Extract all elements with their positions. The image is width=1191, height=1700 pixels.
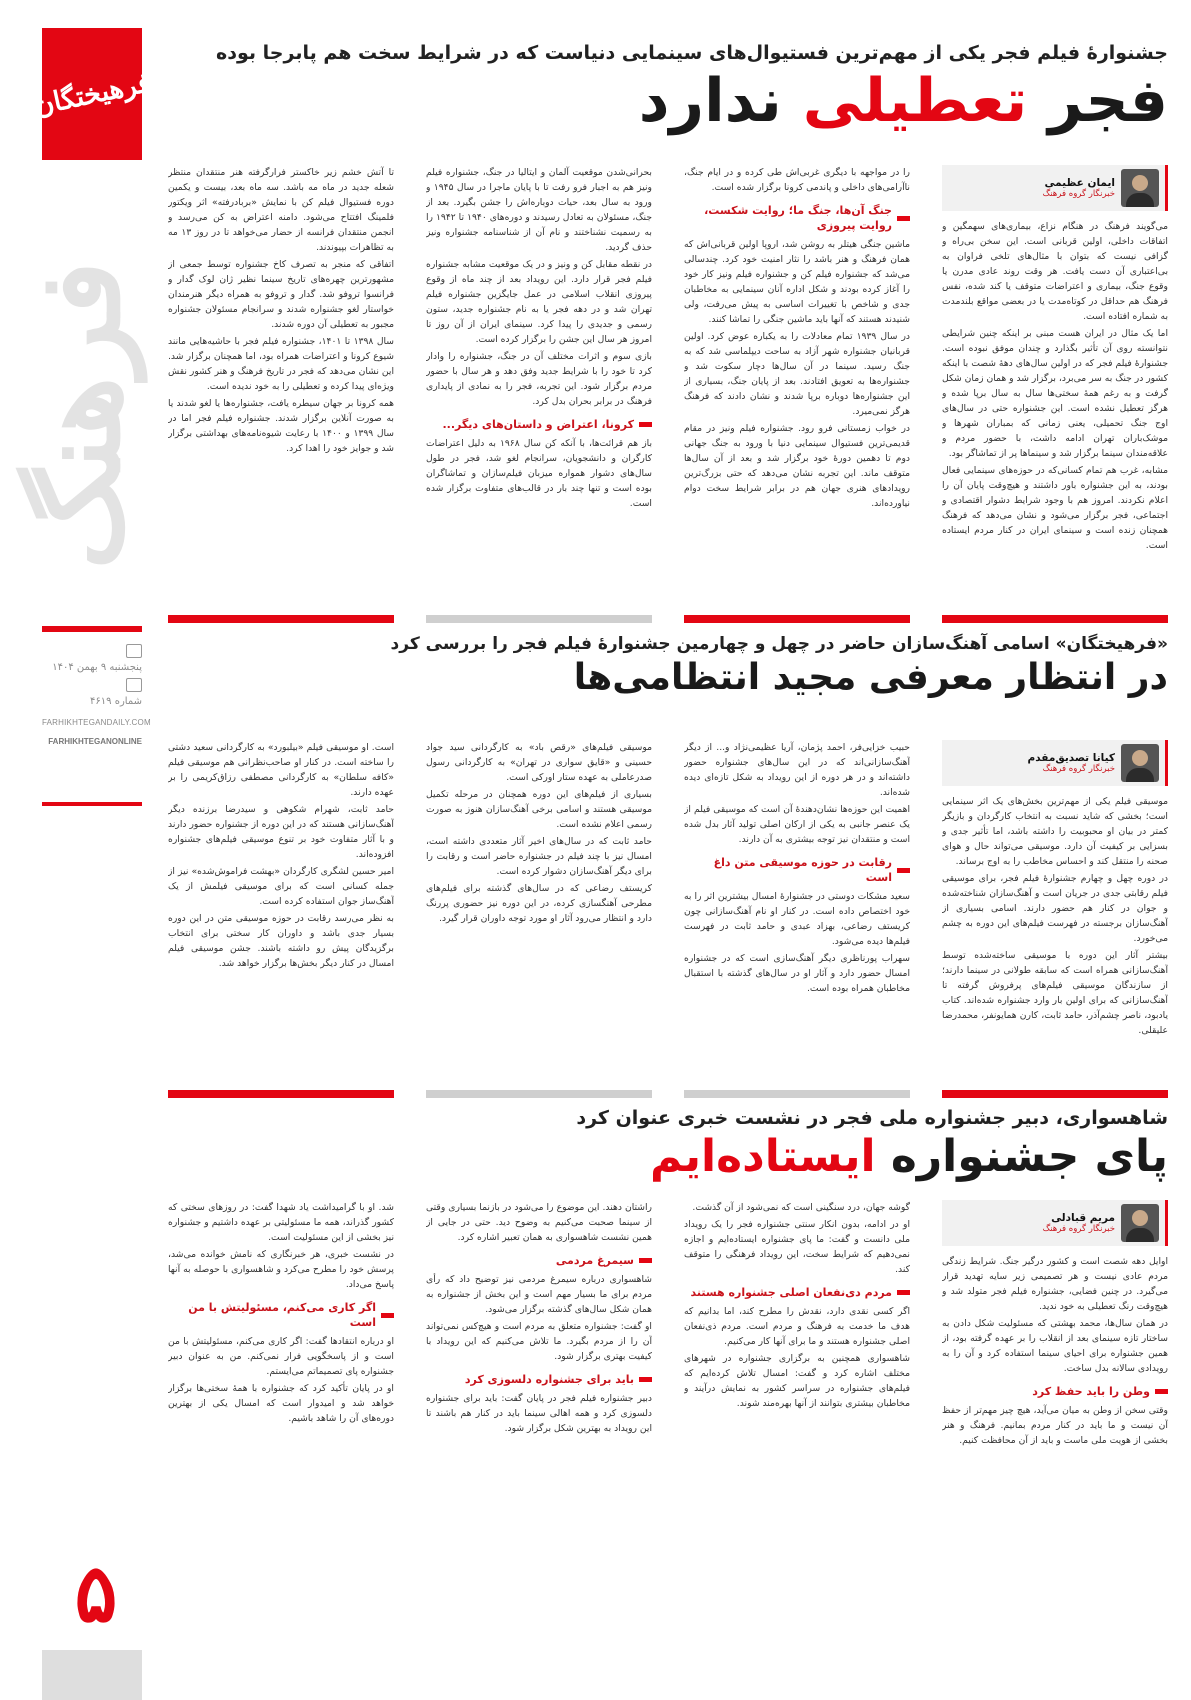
article3-subhead-1 [942,1384,1168,1399]
subhead-text: سیمرغ مردمی [555,1254,634,1267]
paragraph: بحرانی‌شدن موقعیت آلمان و ایتالیا در جنگ، جشنواره فیلم ونیز هم به اجبار فرو رفت تا با پایان ماجرا در سال ۱۹۴۵ و ورود به سال بعد، حیات دوباره‌اش را جشن بگیرد. بعد از جنگ، مسئولان به تعادل رسیدند و دوره‌های ۱۹۴۰ تا ۱۹۴۲ را به رسمیت نشناختند و نام آن از شناسنامه جشنواره ونیز حذف گردید. [426,167,652,253]
social-handle[interactable]: FARHIKHTEGANONLINE [48,737,142,746]
paragraph: او درباره انتقادها گفت: اگر کاری می‌کنم، مسئولیتش با من است و از پاسخگویی فرار نمی‌کنم. من به عنوان دبیر جشنواره پای تصمیماتم می‌ایستم. [168,1336,394,1377]
paragraph: همه کرونا بر جهان سیطره یافت، جشنواره‌ها یا لغو شدند یا به صورت آنلاین برگزار شدند. جشنواره فیلم فجر اما در سال ۱۳۹۹ و ۱۴۰۰ با رعایت شیوه‌نامه‌های بهداشتی برگزار شد و جوایز خود را اهدا کرد. [168,398,394,454]
article-fajr-no-shutdown [168,40,1168,625]
author-avatar [1121,169,1159,207]
divider-segment [426,1090,652,1098]
article3-col-1 [942,1200,1168,1692]
subhead-text: جنگ آن‌ها، جنگ ما؛ روایت شکست، روایت پیروزی [704,204,892,232]
article1-subhead-2 [426,417,652,432]
article2-divider [168,1090,1168,1098]
paragraph: بیشتر آثار این دوره با موسیقی ساخته‌شده توسط آهنگ‌سازانی همراه است که سابقه طولانی در سینما دارند؛ از سازندگان موسیقی فیلم‌های پرفروش گرفته تا آهنگ‌سازانی که برای اولین بار وارد جشنواره شده‌اند. کتاب یادبود، ناصر چشم‌آذر، حامد ثابت، کارن همایونفر، محمدرضا علیقلی. [942,950,1168,1036]
divider-segment [942,615,1168,623]
paragraph: اگر کسی نقدی دارد، نقدش را مطرح کند، اما بدانیم که هدف ما خدمت به فرهنگ و مردم است. مردم ذی‌نفعان اصلی جشنواره هستند و ما برای آنها کار می‌کنیم. [684,1306,910,1347]
author-name: کیانا تصدیق‌مقدم [1027,752,1115,764]
paragraph: در خواب زمستانی فرو رود. جشنواره فیلم ونیز در مقام قدیمی‌ترین فستیوال سینمایی دنیا با ورود به جنگ جهانی دوم تا دهمین دورۀ خود برگزار شد و بعد از آن سال‌ها متوقف ماند. این تجربه نشان می‌دهد که حتی بزرگ‌ترین رویدادهای هنری جهان هم در برابر شرایط سخت دوام نیاورده‌اند. [684,423,910,509]
divider-segment [684,615,910,623]
paragraph: باز هم قرائت‌ها، با آنکه کن سال ۱۹۶۸ به دلیل اعتراضات کارگران و دانشجویان، سرانجام لغو شد، فجر در طول سال‌های دشوار همواره میزبان فیلم‌سازان و تماشاگران بوده است و تنها چند بار در قالب‌های متفاوت برگزار شده است. [426,438,652,509]
author-name: ایمان عظیمی [1044,177,1115,189]
article2-byline [942,740,1168,786]
article3-subhead-5 [168,1300,394,1330]
paragraph: حبیب خزایی‌فر، احمد پژمان، آریا عظیمی‌نژاد و... از دیگر آهنگ‌سازانی‌اند که در این سال‌های جشنواره حضور داشته‌اند و در هر دوره از این رویداد به شکل تازه‌ای دیده شده‌اند. [684,742,910,798]
page-number: ۵ [74,1546,118,1640]
square-bullet-icon [381,1313,394,1318]
article3-headline-red: ایستاده‌ایم [650,1131,876,1182]
article2-col-2 [684,740,910,1075]
article2-col-1 [942,740,1168,1075]
meta-top-rule [42,626,142,632]
paragraph: در همان سال‌ها، محمد بهشتی که مسئولیت شکل دادن به ساختار تازه سینمای بعد از انقلاب را بر عهده گرفته بود، از همین جشنواره برای احیای سینما استفاده کرد و آن را به رویدادی سالانه بدل ساخت. [942,1318,1168,1374]
meta-bottom-rule [42,802,142,806]
paragraph: اتفاقی که منجر به تصرف کاخ جشنواره توسط جمعی از مشهورترین چهره‌های تاریخ سینما نظیر ژان لوک گدار و فرانسوا تروفو شد. گدار و تروفو به همراه دیگر هنرمندان خواستار لغو جشنواره شدند و سرانجام مسئولان جشنواره مجبور به تعطیلی آن دوره شدند. [168,259,394,330]
article3-columns [168,1200,1168,1692]
paragraph: در نشست خبری، هر خبرنگاری که نامش خوانده می‌شد، پرسش خود را مطرح می‌کرد و شاهسواری با حوصله به آنها پاسخ می‌داد. [168,1249,394,1290]
paragraph: بسیاری از فیلم‌های این دوره همچنان در مرحله تکمیل موسیقی هستند و اسامی برخی آهنگ‌سازان هنوز به صورت رسمی اعلام نشده است. [426,789,652,830]
article1-subhead-1 [684,203,910,233]
article1-headline-red: تعطیلی [802,66,1028,136]
subhead-text: مردم دی‌نفعان اصلی جشنواره هستند [690,1286,892,1299]
footer-hatch [42,1650,142,1700]
paragraph: در سال ۱۹۳۹ تمام معادلات را به یکباره عوض کرد. اولین قربانیان جشنواره شهر آزاد به ساحت دیپلماسی شد که به جنگ رسید. سینما در آن سال‌ها دچار سکوت شد و جشنواره‌ها به تعویق افتادند. بعد از پایان جنگ، بسیاری از این جشنواره‌ها دوباره برپا شدند و نشان دادند که فرهنگ هرگز نمی‌میرد. [684,331,910,417]
article2-columns [168,740,1168,1075]
issue-date: پنجشنبه ۹ بهمن ۱۴۰۴ [52,662,142,673]
paragraph: بازی سوم و اثرات مختلف آن در جنگ، جشنواره را وادار کرد تا خود را با شرایط جدید وفق دهد و هر سال با حضور مردم برگزار شود. این تجربه، فجر را به نمادی از پایداری فرهنگ در برابر بحران بدل کرد. [426,351,652,407]
paragraph: کریستف رضاعی که در سال‌های گذشته برای فیلم‌های مطرحی آهنگسازی کرده، در این دوره نیز حضوری پررنگ دارد و انتظار می‌رود آثار او مورد توجه داوران قرار گیرد. [426,883,652,924]
article1-kicker: جشنوارۀ فیلم فجر یکی از مهم‌ترین فستیوال‌های سینمایی دنیاست که در شرایط سخت هم پابرجا بوده [216,42,1168,64]
square-bullet-icon [897,1290,910,1295]
article3-subhead-2 [684,1285,910,1300]
article1-divider [168,615,1168,623]
article-composers [168,632,1168,1102]
article-standing-by-festival [168,1105,1168,1700]
paragraph: او در ادامه، بدون انکار سنتی جشنواره فجر را یک رویداد ملی دانست و گفت: ما پای جشنواره ایستاده‌ایم و اجازه نمی‌دهیم که شرایط سخت، این رویداد فرهنگی را متوقف کند. [684,1219,910,1275]
paragraph: موسیقی فیلم یکی از مهم‌ترین بخش‌های یک اثر سینمایی است؛ بخشی که شاید نسبت به انتخاب کارگردان و بازیگر کمتر در بیان او محبوبیت را داشته باشد، اما تأثیر جدی و بسزایی بر کیفیت آن دارد. موسیقی می‌تواند حال و هوای صحنه را منتقل کند و احساس مخاطب را به اوج برساند. [942,796,1168,867]
paragraph: در دوره چهل و چهارم جشنوارۀ فیلم فجر، برای موسیقی فیلم رقابتی جدی در جریان است و آهنگ‌سازان شناخته‌شده و جوان در کنار هم حضور دارند. اسامی بسیاری از آهنگ‌سازان برجسته در فهرست فیلم‌های این دوره به چشم می‌خورد. [942,873,1168,944]
paragraph: او در پایان تأکید کرد که جشنواره با همۀ سختی‌ها برگزار خواهد شد و امیدوار است که امسال یکی از بهترین دوره‌های آن را شاهد باشیم. [168,1383,394,1424]
subhead-text: کرونا، اعتراض و داستان‌های دیگر... [442,418,634,431]
square-bullet-icon [1155,1389,1168,1394]
paragraph: مشابه، غرب هم تمام کسانی‌که در حوزه‌های سینمایی فعال بودند، به این جشنواره باور داشتند و هیچ‌وقت پایان آن را اعلام نکردند. امروز هم با وجود شرایط دشوار اقتصادی و اجتماعی، فجر برگزار می‌شود و نشان می‌دهد که فرهنگ همچنان زنده است و سینمای ایران در کنار مردم ایستاده است. [942,465,1168,551]
paragraph: او گفت: جشنواره متعلق به مردم است و هیچ‌کس نمی‌تواند آن را از مردم بگیرد. ما تلاش می‌کنیم که این رویداد با کیفیت بهتری برگزار شود. [426,1321,652,1362]
subhead-text: اگر کاری می‌کنم، مسئولیتش با من است [188,1301,376,1329]
divider-segment [168,1090,394,1098]
square-bullet-icon [897,868,910,873]
paragraph: اوایل دهه شصت است و کشور درگیر جنگ. شرایط زندگی مردم عادی نیست و هر تصمیمی زیر سایه تهدید قرار می‌گیرد. در چنین فضایی، جشنواره فیلم فجر متولد شد و هیچ‌وقت رنگ تعطیلی به خود ندید. [942,1256,1168,1312]
paragraph: شاهسواری درباره سیمرغ مردمی نیز توضیح داد که رأی مردم برای ما بسیار مهم است و این بخش از جشنواره به همان شکل سال‌های گذشته برگزار می‌شود. [426,1274,652,1315]
paragraph: به نظر می‌رسد رقابت در حوزه موسیقی متن در این دوره بسیار جدی باشد و داوران کار سختی برای انتخاب برگزیدگان پیش رو داشته باشند. جشن موسیقی فیلم امسال در کنار دیگر بخش‌ها برگزار خواهد شد. [168,913,394,969]
paragraph: دبیر جشنواره فیلم فجر در پایان گفت: باید برای جشنواره دلسوزی کرد و همه اهالی سینما باید در کنار هم باشند تا این رویداد به بهترین شکل برگزار شود. [426,1393,652,1434]
paragraph: می‌گویند فرهنگ در هنگام نزاع، بیماری‌های سهمگین و اتفاقات داخلی، اولین قربانی است. این سخن بی‌راه و گزافی نیست که بتوان با مثال‌های تلخی فراوان به بی‌اعتباری آن دست یافت. هر وقت روند عادی مدرن یا وقوع جنگ، بیماری و اعتراضات متوقف یا کند شده، نفس فرهنگ هم حداقل در کوتاه‌مدت یا در بعضی مواقع بلندمدت به شماره افتاده است. [942,221,1168,322]
author-role: خبرنگار گروه فرهنگ [1042,764,1115,774]
article3-col-4 [168,1200,394,1692]
paragraph: حامد ثابت، شهرام شکوهی و سیدرضا برزنده دیگر آهنگ‌سازانی هستند که در این دوره از جشنواره حضور دارند و با آثار متفاوت خود بر تنوع موسیقی فیلم‌های جشنواره افزوده‌اند. [168,804,394,860]
subhead-text: وطن را باید حفظ کرد [1032,1385,1150,1398]
paragraph: سعید مشکات دوستی در جشنوارۀ امسال بیشترین اثر را به خود اختصاص داده است. در کنار او نام آهنگ‌سازانی چون کریستف رضاعی، بهزاد عبدی و حامد ثابت در فهرست فیلم‌ها دیده می‌شود. [684,891,910,947]
paragraph: را در مواجهه با دیگری غربی‌اش طی کرده و در ایام جنگ، ناآرامی‌های داخلی و پاندمی کرونا برگزار شده است. [684,167,910,193]
issue-number-icon [126,678,142,692]
article3-col-2 [684,1200,910,1692]
issue-number: شماره ۴۶۱۹ [90,696,142,707]
article2-subhead-1 [684,855,910,885]
paragraph: شد. او با گرامیداشت یاد شهدا گفت: در روزهای سختی که کشور گذراند، همه ما مسئولیتی بر عهده داشتیم و جشنواره نیز بخشی از این مسئولیت است. [168,1202,394,1243]
article2-headline: در انتظار معرفی مجید انتظامی‌ها [573,657,1168,698]
article3-headline [168,1133,1168,1181]
article3-headline-part1: پای جشنواره [875,1131,1168,1182]
article1-col-1 [942,165,1168,605]
paragraph: وقتی سخن از وطن به میان می‌آید، هیچ چیز مهم‌تر از حفظ آن نیست و ما باید در کنار مردم بمانیم. فرهنگ و هنر بخشی از هویت ملی ماست و باید از آن محافظت کنیم. [942,1405,1168,1446]
paragraph: راشتان دهند. این موضوع را می‌شود در بازنما بسیاری وقتی از سینما صحبت می‌کنیم به وضوح دید. حتی در جایی از همین نشست شاهسواری به همان تعبیر اشاره کرد. [426,1202,652,1243]
square-bullet-icon [639,1258,652,1263]
article2-col-4 [168,740,394,1075]
square-bullet-icon [639,422,652,427]
brand-logo [30,28,154,160]
paragraph: حامد ثابت که در سال‌های اخیر آثار متعددی داشته است، امسال نیز با چند فیلم در جشنواره حاضر است و رقابت را برای دیگر آهنگ‌سازان دشوار کرده است. [426,836,652,877]
article1-col-2 [684,165,910,605]
divider-segment [942,1090,1168,1098]
calendar-icon [126,644,142,658]
article3-col-3 [426,1200,652,1692]
section-watermark [14,230,146,600]
article1-col-4 [168,165,394,605]
paragraph: ماشین جنگی هیتلر به روشن شد، اروپا اولین قربانی‌اش که همان فرهنگ و هنر باشد را نثار امنیت خود کرد. چندسالی می‌شد که جشنواره فیلم کن و جشنواره فیلم ونیز کار خود را آغاز کرده بودند و شکل اداره آنان سینمایی به مخاطبان جدی و شاخص با تغییرات اساسی به پیش می‌رفت، ولی شنیدند هستند که آنها باید ماشین جنگی را تماشا کنند. [684,239,910,325]
article3-subhead-3 [426,1372,652,1387]
article3-kicker: شاهسواری، دبیر جشنواره ملی فجر در نشست خبری عنوان کرد [576,1107,1168,1129]
article1-headline-part1: فجر [1027,66,1168,136]
paragraph: اما یک مثال در ایران هست مبنی بر اینکه چنین شرایطی نتوانسته روی آن تأثیر بگذارد و چندان موفق نبوده است. جشنوارۀ فیلم فجر که در اولین سال‌های دهۀ شصت با اینکه کشور در جنگ به سر می‌برد، برگزار شد و همان زمان شکل گرفت و به رغم همۀ سختی‌ها سال به سال برپا شده و هرگز تعطیل نشده است. این جشنواره حتی در سال‌های اوج جنگ تحمیلی، یعنی زمانی که بمباران شهرها و موشک‌باران تهران ادامه داشت، با حضور مردم و علاقه‌مندان سینما برگزار شد و سینماها پر از تماشاگر بود. [942,328,1168,459]
issue-meta [42,640,151,746]
brand-logo-text: فرهیختگان [30,66,154,122]
author-role: خبرنگار گروه فرهنگ [1042,189,1115,199]
paragraph: اهمیت این حوزه‌ها نشان‌دهندۀ آن است که موسیقی فیلم از یک عنصر جانبی به یکی از ارکان اصلی تولید آثار بدل شده است و منتقدان نیز توجه بیشتری به آن دارند. [684,804,910,845]
article3-byline [942,1200,1168,1246]
author-avatar [1121,744,1159,782]
paragraph: امیر حسین لشگری کارگردان «بهشت فراموش‌شده» نیز از جمله کسانی است که برای موسیقی فیلمش از یک آهنگ‌ساز جوان استفاده کرده است. [168,866,394,907]
website-link[interactable]: FARHIKHTEGANDAILY.COM [42,718,151,727]
paragraph: تا آتش خشم زیر خاکستر فرارگرفته هنر منتقدان منتظر شعله جدید در ماه مه باشد. سه ماه بعد، بیست و یکمین دوره فستیوال فیلم کن با نمایش «بربادرفته» اثر ویکتور فلمینگ افتتاح می‌شود. دامنه اعتراض به کن می‌رسد و انجمن منتقدان فرانسه از حضار می‌خواهد تا در روز ۱۳ مه به تظاهرات بپیوندند. [168,167,394,253]
article1-columns [168,165,1168,605]
paragraph: در نقطه مقابل کن و ونیز و در یک موقعیت مشابه جشنواره فیلم فجر قرار دارد. این رویداد بعد از چند ماه از وقوع پیروزی انقلاب اسلامی در عمل جایگزین جشنواره فیلم تهران شد و در دهه فجر یا به نام جشنواره جدید، ستون رسمی و جدیدی را پیدا کرد. سینمای ایران از آن روز تا امروز هر سال این جشن را برگزار کرده است. [426,259,652,345]
sidebar [0,0,154,1700]
article1-byline [942,165,1168,211]
divider-segment [684,1090,910,1098]
paragraph: گوشه جهان، درد سنگینی است که نمی‌شود از آن گذشت. [692,1202,910,1213]
article1-headline-part2: ندارد [638,66,803,136]
section-watermark-text: فرهنگ [14,260,146,570]
author-name: مریم قبادلی [1051,1212,1115,1224]
paragraph: شاهسواری همچنین به برگزاری جشنواره در شهرهای مختلف اشاره کرد و گفت: امسال تلاش کرده‌ایم که فیلم‌های جشنواره در سراسر کشور به نمایش درآیند و مخاطبان بیشتری بتوانند از آنها بهره‌مند شوند. [684,1353,910,1409]
article1-headline [168,68,1168,134]
square-bullet-icon [897,216,910,221]
article1-col-3 [426,165,652,605]
article2-kicker: «فرهیختگان» اسامی آهنگ‌سازان حاضر در چهل و چهارمین جشنوارۀ فیلم فجر را بررسی کرد [390,634,1168,654]
square-bullet-icon [639,1377,652,1382]
author-avatar [1121,1204,1159,1242]
divider-segment [168,615,394,623]
subhead-text: باید برای جشنواره دلسوزی کرد [464,1373,634,1386]
paragraph: سال ۱۳۹۸ تا ۱۴۰۱، جشنواره فیلم فجر با حاشیه‌هایی مانند شیوع کرونا و اعتراضات همراه بود، اما همچنان برگزار شد. این نشان می‌دهد که فجر در تاریخ فرهنگ و هنر کشور نقش ویژه‌ای پیدا کرده و تعطیلی را به خود ندیده است. [168,336,394,392]
article2-col-3 [426,740,652,1075]
paragraph: است. او موسیقی فیلم «بیلبورد» به کارگردانی سعید دشتی را ساخته است. در کنار او صاحب‌نظرانی هم موسیقی فیلم «کافه سلطان» به کارگردانی مصطفی رزاق‌کریمی را بر عهده دارند. [168,742,394,798]
subhead-text: رقابت در حوزه موسیقی متن داغ است [713,856,892,884]
divider-segment [426,615,652,623]
paragraph: موسیقی فیلم‌های «رقص باد» به کارگردانی سید جواد حسینی و «قایق سواری در تهران» به کارگردانی رسول صدرعاملی به عهده ستار اورکی است. [426,742,652,783]
author-role: خبرنگار گروه فرهنگ [1042,1224,1115,1234]
paragraph: سهراب پورناظری دیگر آهنگ‌سازی است که در جشنواره امسال حضور دارد و آثار او در سال‌های گذشته با استقبال مخاطبان همراه بوده است. [684,953,910,994]
article3-subhead-4 [426,1253,652,1268]
